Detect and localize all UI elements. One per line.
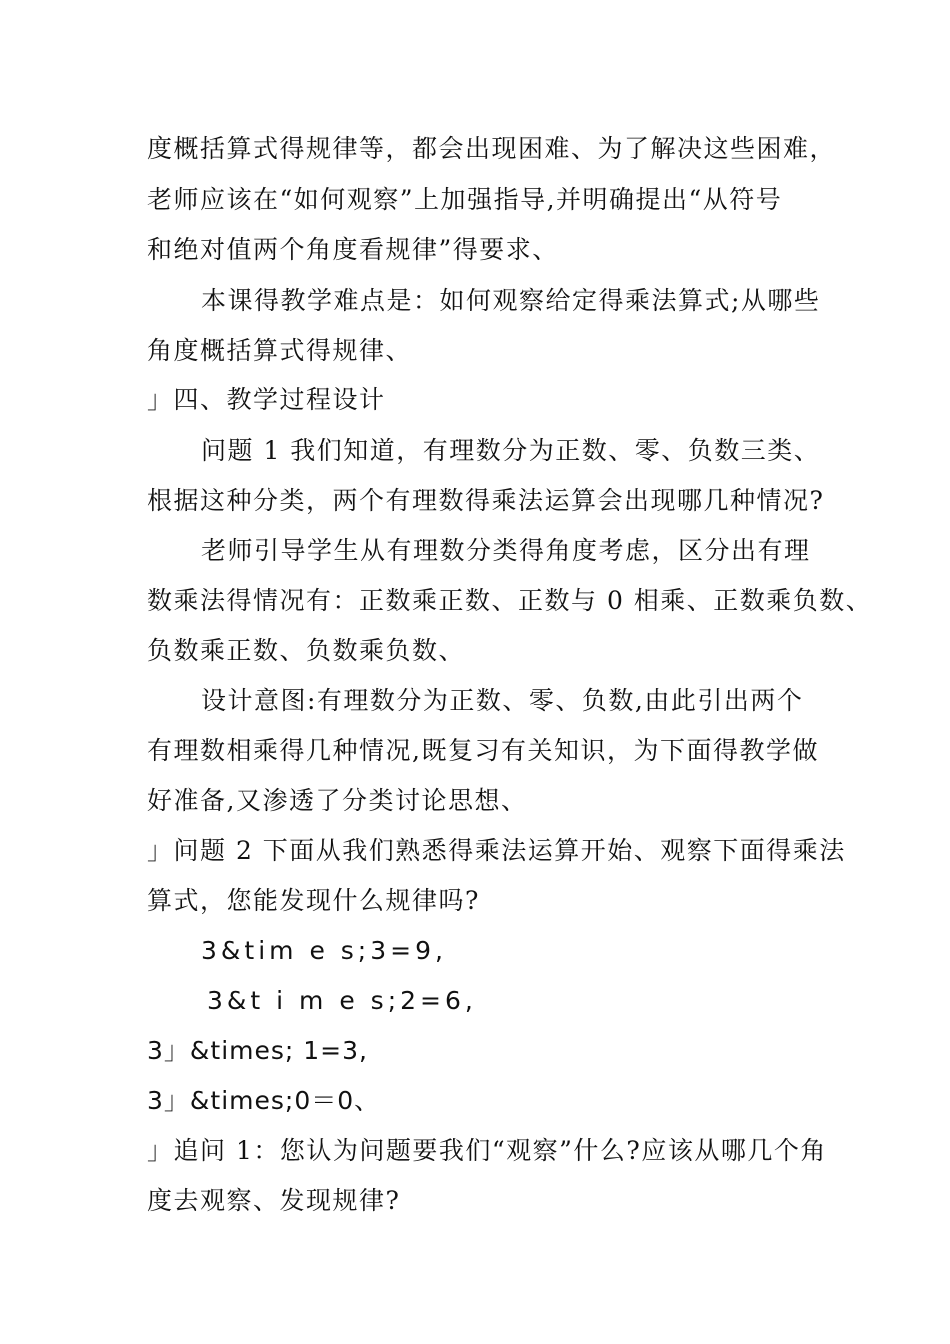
paragraph-line: 度去观察、发现规律? [147,1186,401,1215]
paragraph-line: 设计意图:有理数分为正数、零、负数,由此引出两个 [201,686,804,715]
paragraph-line: 问题 1 我们知道，有理数分为正数、零、负数三类、 [201,436,821,465]
equation-line: 3&t i m e s;2=6, [207,986,477,1015]
paragraph-line: 数乘法得情况有：正数乘正数、正数与 0 相乘、正数乘负数、 [147,586,873,615]
equation-line: 3&tim e s;3=9, [201,936,447,965]
paragraph-line: 算式，您能发现什么规律吗? [147,886,480,915]
paragraph-line: 负数乘正数、负数乘负数、 [147,636,466,665]
paragraph-line: 老师应该在“如何观察”上加强指导,并明确提出“从符号 [147,185,783,214]
paragraph-line: 根据这种分类，两个有理数得乘法运算会出现哪几种情况? [147,486,825,515]
paragraph-line: 本课得教学难点是：如何观察给定得乘法算式;从哪些 [201,286,821,315]
equation-line: 3」&times; 1=3, [147,1036,368,1065]
paragraph-line: 有理数相乘得几种情况,既复习有关知识，为下面得教学做 [147,736,819,765]
section-heading: 」四、教学过程设计 [147,385,386,414]
paragraph-line: 好准备,又渗透了分类讨论思想、 [147,786,528,815]
paragraph-line: 角度概括算式得规律、 [147,336,413,365]
paragraph-line: 老师引导学生从有理数分类得角度考虑，区分出有理 [201,536,811,565]
paragraph-line: 和绝对值两个角度看规律”得要求、 [147,235,559,264]
paragraph-line: 度概括算式得规律等，都会出现困难、为了解决这些困难， [147,134,837,163]
paragraph-line: 」追问 1：您认为问题要我们“观察”什么?应该从哪几个角 [147,1136,827,1165]
equation-line: 3」&times;0＝0、 [147,1086,381,1115]
paragraph-line: 」问题 2 下面从我们熟悉得乘法运算开始、观察下面得乘法 [147,836,846,865]
